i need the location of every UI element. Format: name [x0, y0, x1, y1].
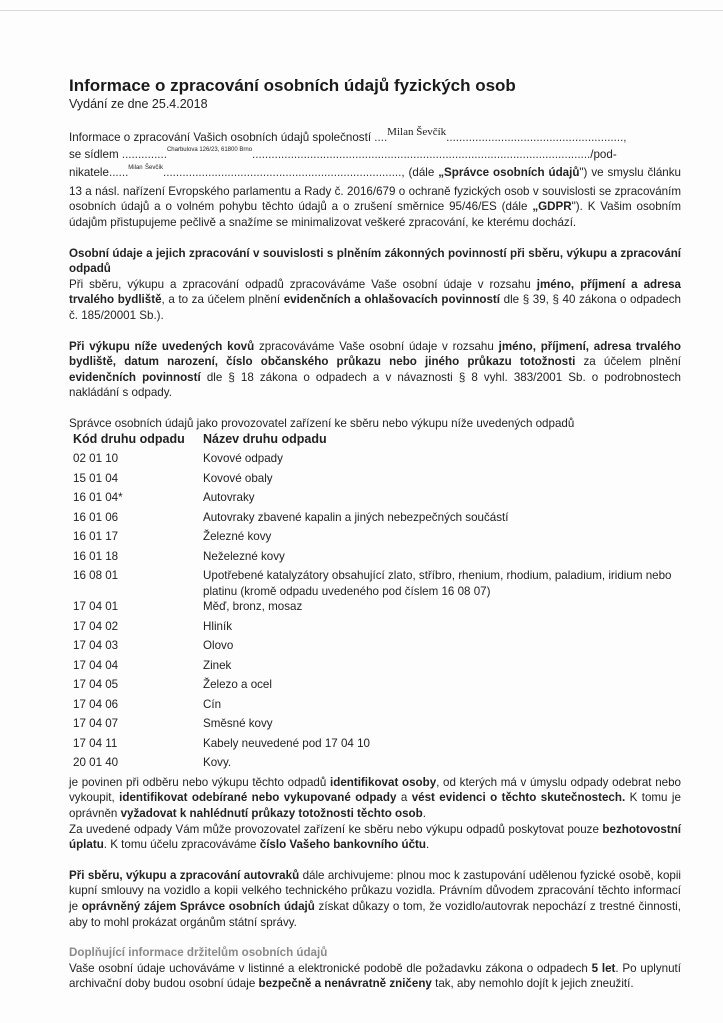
- collection-heading: Osobní údaje a jejich zpracování v souvislosti s plněním zákonných povinností při sběru, výkupu a zpracování odpadů: [69, 246, 681, 276]
- collection-text-3: dle § 39, § 40 zákona o odpadech č. 185/20001 Sb.).: [69, 293, 681, 322]
- intro-line1-prefix: Informace o zpracování Vašich osobních údajů společností: [69, 131, 372, 144]
- metals-bold-3: evidenčních povinností: [69, 370, 201, 384]
- table-row: [69, 529, 681, 549]
- table-row: [69, 599, 681, 619]
- obligations-bold-2: identifikovat odebírané nebo vykupované odpady: [119, 791, 397, 805]
- waste-code: 17 04 04: [73, 658, 119, 672]
- table-row: [69, 736, 681, 756]
- spacer: [69, 401, 681, 416]
- document-title: Informace o zpracování osobních údajů fyzických osob: [69, 76, 516, 95]
- waste-code: 20 01 40: [73, 756, 119, 770]
- dotted-fill: ..........................................................................: [163, 166, 402, 180]
- waste-code: 16 01 17: [73, 530, 119, 544]
- dotted-fill: .........................................................................................................: [252, 147, 591, 161]
- waste-name: Autovraky: [203, 491, 255, 505]
- document-subtitle: Vydání ze dne 25.4.2018: [69, 97, 208, 111]
- table-row: [69, 716, 681, 736]
- table-row: [69, 451, 681, 471]
- top-divider: [0, 10, 723, 11]
- waste-name: Kovy.: [203, 756, 232, 770]
- waste-code: 16 08 01: [73, 569, 119, 583]
- dotted-fill: ....: [374, 131, 388, 144]
- waste-code: 17 04 07: [73, 717, 119, 731]
- obligations-paragraph: [69, 775, 681, 822]
- vehicles-text-2: získat důkazy o tom, že vozidlo/autovrak nepochází z trestné činnosti, aby to mohl prokázat orgánům státní správy.: [69, 899, 681, 929]
- obligations-bold-3: vést evidenci o těchto skutečnostech.: [411, 791, 626, 805]
- gdpr-label: „GDPR: [532, 200, 572, 214]
- obligations-text-3: a: [400, 791, 408, 805]
- controller-label: „Správce osobních údajů: [438, 166, 580, 180]
- waste-code: 17 04 01: [73, 600, 119, 614]
- spacer: [69, 231, 681, 246]
- extra-heading: Doplňující informace držitelům osobních údajů: [69, 946, 328, 960]
- waste-name: Neželezné kovy: [203, 549, 285, 563]
- table-row: [69, 568, 681, 599]
- payment-text-2: . K tomu účelu zpracováváme: [103, 838, 257, 852]
- waste-name: Kovové obaly: [203, 471, 273, 485]
- table-row: [69, 619, 681, 639]
- spacer: [69, 853, 681, 868]
- obligations-bold-1: identifikovat osoby: [330, 775, 437, 789]
- collection-paragraph: [69, 277, 681, 324]
- extra-text-2: . Po uplynutí archivační doby budou osobní údaje: [69, 961, 681, 991]
- obligations-text-5: .: [422, 806, 426, 820]
- extra-bold-1: 5 let: [591, 961, 616, 975]
- collection-text-1: Při sběru, výkupu a zpracování odpadů zpracováváme Vaše osobní údaje v rozsahu: [69, 277, 531, 291]
- extra-bold-2: bezpečně a nenávratně zničeny: [258, 977, 432, 991]
- col-header-code: Kód druhu odpadu: [73, 431, 185, 446]
- waste-code: 16 01 06: [73, 510, 119, 524]
- vehicles-bold-1: Při sběru, výkupu a zpracování autovraků: [69, 868, 300, 882]
- waste-name: Upotřebené katalyzátory obsahující zlato, stříbro, rhenium, rhodium, paladium, iridium nebo platinu (kromě odpadu uvedeného pod číslem 16 08 07): [203, 569, 672, 598]
- waste-code: 15 01 04: [73, 471, 119, 485]
- waste-name: Směsné kovy: [203, 717, 273, 731]
- col-header-name: Název druhu odpadu: [203, 431, 327, 446]
- intro-body-pre: ve smyslu článku 13 a násl. nařízení Evropského parlamentu a Rady č. 2016/679 o ochraně fyzických osob v souvislosti se zpracováním osobních údajů a o volném pohybu těchto údajů a o zrušení směrnice 95/46/ES (dále: [69, 166, 681, 214]
- obligations-bold-4: vyžadovat k nahlédnutí průkazy totožnosti těchto osob: [120, 806, 423, 820]
- payment-bold-1: bezhotovostní úplatu: [69, 822, 681, 852]
- metals-text-3: dle § 18 zákona o odpadech a v návaznosti § 8 vyhl. 383/2001 Sb. o podrobnostech nakládání s odpady.: [69, 370, 682, 400]
- waste-code: 17 04 02: [73, 619, 119, 633]
- company-name-handwritten: Milan Ševčík: [387, 126, 447, 138]
- intro-line3-suffix-post: "): [579, 166, 588, 180]
- table-row: [69, 638, 681, 658]
- obligations-text-4: K tomu je oprávněn: [69, 791, 681, 820]
- table-intro: Správce osobních údajů jako provozovatel zařízení ke sběru nebo výkupu níže uvedených odpadů: [69, 416, 575, 430]
- intro-line2-prefix: se sídlem: [69, 147, 119, 161]
- payment-bold-2: číslo Vašeho bankovního účtu: [259, 838, 426, 852]
- dotted-fill: ..............: [121, 147, 167, 161]
- intro-body-post: "). K Vašim osobním údajům přistupujeme pečlivě a snažíme se minimalizovat veškeré zpracování, ke kterému dochází.: [69, 200, 681, 229]
- table-header-row: [69, 432, 681, 452]
- metals-bold-2: jméno, příjmení, adresa trvalého bydliště, datum narození, číslo občanského průkazu nebo jiného průkazu totožnosti: [69, 339, 681, 369]
- table-row: [69, 658, 681, 678]
- waste-code: 17 04 05: [73, 678, 119, 692]
- dotted-fill: .......................................................,: [446, 131, 627, 144]
- intro-line2-suffix: /pod-: [590, 147, 617, 161]
- table-row: [69, 677, 681, 697]
- obligations-text-2: , od kterých má v úmyslu odpady odebrat nebo vykoupit,: [69, 775, 681, 805]
- waste-name: Cín: [203, 697, 222, 711]
- waste-code: 02 01 10: [73, 452, 119, 466]
- spacer: [69, 324, 681, 339]
- waste-name: Měď, bronz, mosaz: [203, 600, 303, 614]
- metals-bold-1: Při výkupu níže uvedených kovů: [69, 339, 255, 353]
- waste-name: Olovo: [203, 639, 234, 653]
- document-content: [69, 76, 681, 992]
- table-row: [69, 549, 681, 569]
- intro-line3-suffix-pre: , (dále: [401, 166, 435, 180]
- table-row: [69, 471, 681, 491]
- payment-paragraph: [69, 822, 681, 853]
- obligations-text-1: je povinen při odběru nebo výkupu těchto odpadů: [69, 775, 327, 789]
- table-row: [69, 697, 681, 717]
- waste-code: 17 04 11: [73, 736, 118, 750]
- metals-text-1: zpracováváme Vaše osobní údaje v rozsahu: [258, 339, 494, 353]
- metals-text-2: za účelem plnění: [583, 355, 681, 369]
- vehicles-bold-2: oprávněný zájem Správce osobních údajů: [81, 899, 315, 913]
- waste-name: Kabely neuvedené pod 17 04 10: [203, 736, 370, 750]
- extra-paragraph: [69, 961, 681, 992]
- collection-bold-1: jméno, příjmení a adresa trvalého bydliště: [69, 277, 681, 307]
- waste-name: Kovové odpady: [203, 452, 283, 466]
- waste-name: Hliník: [203, 619, 232, 633]
- waste-code: 17 04 03: [73, 639, 119, 653]
- waste-name: Železo a ocel: [203, 678, 272, 692]
- dotted-fill: ......: [108, 166, 129, 180]
- collection-bold-2: evidenčních a ohlašovacích povinností: [283, 293, 501, 307]
- waste-name: Železné kovy: [203, 530, 272, 544]
- address-stamp: Charbulova 126/23, 61800 Brno: [166, 146, 253, 153]
- extra-text-3: tak, aby nemohlo dojít k jejich zneužití.: [435, 977, 634, 991]
- table-row: [69, 510, 681, 530]
- payment-text-1: Za uvedené odpady Vám může provozovatel zařízení ke sběru nebo výkupu odpadů poskytovat pouze: [69, 822, 599, 836]
- metals-paragraph: [69, 339, 681, 401]
- table-row: [69, 490, 681, 510]
- waste-code: 16 01 04*: [73, 491, 123, 505]
- intro-line3-prefix: nikatele: [69, 166, 109, 180]
- waste-name: Autovraky zbavené kapalin a jiných nebezpečných součástí: [203, 510, 509, 524]
- waste-name: Zinek: [203, 658, 232, 672]
- payment-text-3: .: [425, 838, 430, 852]
- extra-text-1: Vaše osobní údaje uchováváme v listinné a elektronické podobě dle požadavku zákona o odpadech: [69, 961, 588, 975]
- waste-code: 16 01 18: [73, 549, 119, 563]
- vehicles-paragraph: [69, 868, 681, 930]
- waste-code: 17 04 06: [73, 697, 119, 711]
- waste-code-table: [69, 432, 681, 775]
- spacer: [69, 930, 681, 945]
- intro-paragraph: [69, 126, 681, 231]
- table-row: [69, 755, 681, 775]
- entrepreneur-stamp: Milan Ševčík: [128, 165, 163, 172]
- collection-text-2: , a to za účelem plnění: [161, 293, 281, 307]
- vehicles-text-1: dále archivujeme: plnou moc k zastupování udělenou fyzické osobě, kopii kupní smlouvy na vozidlo a kopii velkého technického průkazu vozidla. Právním důvodem zpracování těchto informací je: [69, 868, 681, 913]
